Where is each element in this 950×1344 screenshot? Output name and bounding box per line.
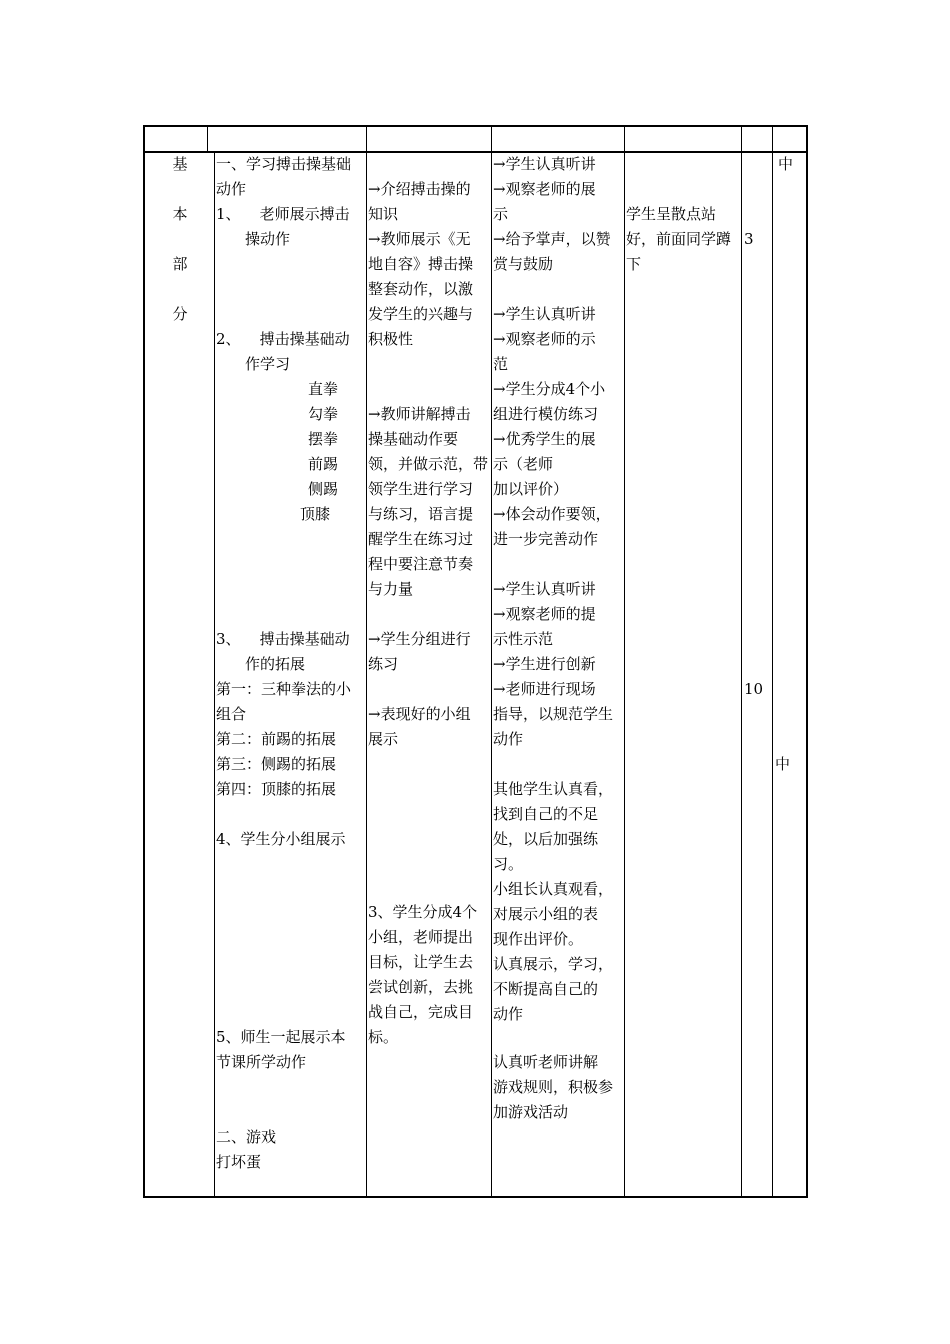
student-line: 认真展示，学习，	[493, 955, 614, 973]
column-divider-4	[624, 125, 625, 1197]
column-divider-6	[772, 125, 773, 1197]
student-line: 指导，以规范学生	[493, 705, 614, 723]
content-line: 作学习	[245, 355, 291, 373]
student-line: 范	[493, 355, 509, 373]
teacher-line: →表现好的小组	[368, 705, 471, 723]
teacher-line: 练习	[368, 655, 399, 673]
header-divider-1	[207, 125, 208, 152]
student-line: 处，以后加强练	[493, 830, 599, 848]
teacher-line: 与练习，语言提	[368, 505, 474, 523]
teacher-line: 地自容》搏击操	[368, 255, 474, 273]
teacher-line: 目标，让学生去	[368, 953, 474, 971]
student-line: 示性示范	[493, 630, 554, 648]
content-line: 动作	[216, 180, 247, 198]
table-border-right	[806, 125, 808, 1198]
content-line: 勾拳	[308, 405, 339, 423]
teacher-line: 程中要注意节奏	[368, 555, 474, 573]
content-line: 4、学生分小组展示	[216, 830, 346, 848]
content-line: 侧踢	[308, 480, 339, 498]
content-line: 一、学习搏击操基础	[216, 155, 352, 173]
student-line: 赏与鼓励	[493, 255, 554, 273]
teacher-line: 标。	[368, 1028, 399, 1046]
student-line: 找到自己的不足	[493, 805, 599, 823]
student-line: 动作	[493, 1005, 524, 1023]
content-line: 直拳	[308, 380, 339, 398]
organization-line: 好，前面同学蹲	[626, 230, 732, 248]
intensity-value: 中	[778, 155, 794, 173]
section-char: 分	[172, 305, 188, 323]
time-value: 3	[744, 230, 754, 248]
student-line: 示	[493, 205, 509, 223]
section-char: 部	[172, 255, 188, 273]
student-line: →体会动作要领，	[493, 505, 611, 523]
section-char: 本	[172, 205, 188, 223]
teacher-line: 领，并做示范，带	[368, 455, 489, 473]
table-border-bottom	[143, 1196, 808, 1198]
content-line: 第四：顶膝的拓展	[216, 780, 337, 798]
table-border-top	[143, 125, 808, 127]
teacher-line: 展示	[368, 730, 399, 748]
student-line: 其他学生认真看，	[493, 780, 614, 798]
organization-line: 学生呈散点站	[626, 205, 717, 223]
student-line: →学生分成4个小	[493, 380, 606, 398]
student-line: 加游戏活动	[493, 1103, 569, 1121]
student-line: 示（老师	[493, 455, 554, 473]
student-line: →观察老师的展	[493, 180, 596, 198]
content-line: 摆拳	[308, 430, 339, 448]
content-line: 5、师生一起展示本	[216, 1028, 346, 1046]
student-line: →观察老师的示	[493, 330, 596, 348]
student-line: 动作	[493, 730, 524, 748]
student-line: 现作出评价。	[493, 930, 584, 948]
content-line: 第二：前踢的拓展	[216, 730, 337, 748]
time-value: 10	[744, 680, 764, 698]
content-line: 2、 搏击操基础动	[216, 330, 350, 348]
student-line: →观察老师的提	[493, 605, 596, 623]
teacher-line: 尝试创新，去挑	[368, 978, 474, 996]
student-line: →学生认真听讲	[493, 305, 596, 323]
student-line: 对展示小组的表	[493, 905, 599, 923]
teacher-line: 醒学生在练习过	[368, 530, 474, 548]
student-line: 认真听老师讲解	[493, 1053, 599, 1071]
teacher-line: →教师展示《无	[368, 230, 471, 248]
content-line: 作的拓展	[245, 655, 306, 673]
teacher-line: →介绍搏击操的	[368, 180, 471, 198]
student-line: →学生认真听讲	[493, 580, 596, 598]
student-line: 组进行模仿练习	[493, 405, 599, 423]
organization-line: 下	[626, 255, 642, 273]
student-line: →优秀学生的展	[493, 430, 596, 448]
student-line: →学生认真听讲	[493, 155, 596, 173]
content-line: 3、 搏击操基础动	[216, 630, 350, 648]
student-line: →学生进行创新	[493, 655, 596, 673]
content-line: 第一：三种拳法的小	[216, 680, 352, 698]
column-divider-3	[491, 125, 492, 1197]
teacher-line: →教师讲解搏击	[368, 405, 471, 423]
student-line: 游戏规则，积极参	[493, 1078, 614, 1096]
content-line: 二、游戏	[216, 1128, 277, 1146]
student-line: 习。	[493, 855, 524, 873]
intensity-value: 中	[775, 755, 791, 773]
student-line: 小组长认真观看，	[493, 880, 614, 898]
teacher-line: 发学生的兴趣与	[368, 305, 474, 323]
teacher-line: 整套动作，以激	[368, 280, 474, 298]
content-line: 前踢	[308, 455, 339, 473]
teacher-line: 与力量	[368, 580, 414, 598]
teacher-line: 3、学生分成4个	[368, 903, 478, 921]
content-line: 1、 老师展示搏击	[216, 205, 350, 223]
student-line: →给予掌声，以赞	[493, 230, 611, 248]
teacher-line: 小组，老师提出	[368, 928, 474, 946]
content-line: 操动作	[245, 230, 291, 248]
table-border-left	[143, 125, 145, 1198]
body-divider-1	[214, 152, 215, 1197]
student-line: 不断提高自己的	[493, 980, 599, 998]
teacher-line: 操基础动作要	[368, 430, 459, 448]
column-divider-2	[366, 125, 367, 1197]
content-line: 第三：侧踢的拓展	[216, 755, 337, 773]
teacher-line: 积极性	[368, 330, 414, 348]
content-line: 打坏蛋	[216, 1153, 262, 1171]
content-line: 节课所学动作	[216, 1053, 307, 1071]
teacher-line: →学生分组进行	[368, 630, 471, 648]
content-line: 顶膝	[300, 505, 331, 523]
teacher-line: 领学生进行学习	[368, 480, 474, 498]
section-char: 基	[172, 155, 188, 173]
column-divider-5	[741, 125, 742, 1197]
teacher-line: 战自己，完成目	[368, 1003, 474, 1021]
student-line: →老师进行现场	[493, 680, 596, 698]
teacher-line: 知识	[368, 205, 399, 223]
student-line: 加以评价）	[493, 480, 569, 498]
student-line: 进一步完善动作	[493, 530, 599, 548]
content-line: 组合	[216, 705, 247, 723]
